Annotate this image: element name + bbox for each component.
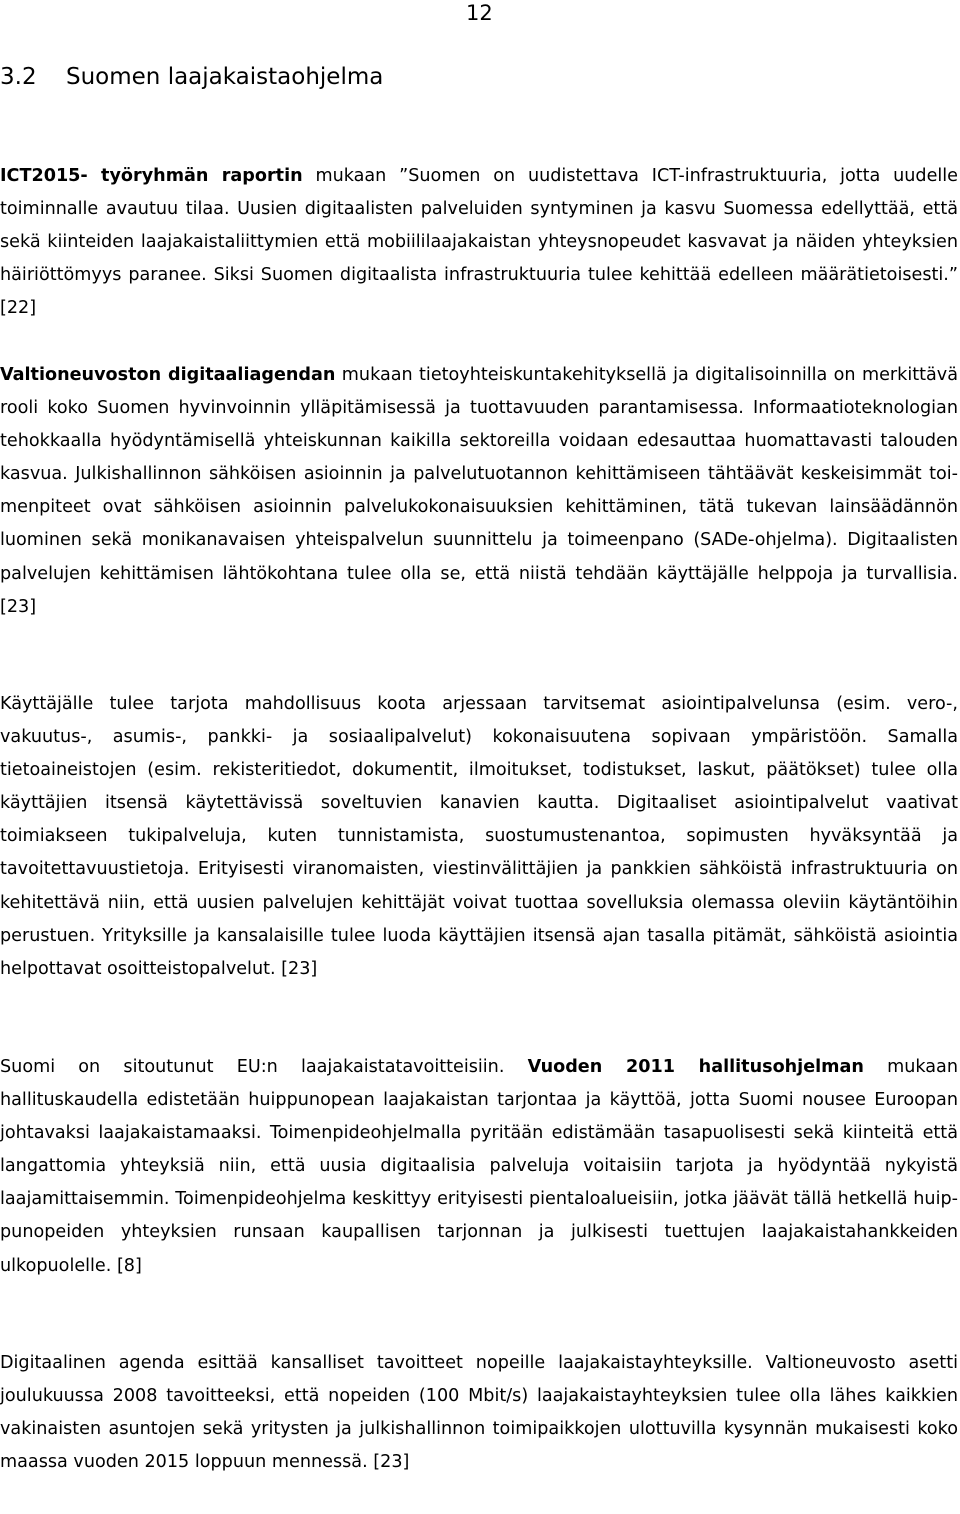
page-number: 12 bbox=[466, 1, 493, 25]
paragraph-text-before: Suomi on sitoutunut EU:n laajakaistatavoitteisiin. bbox=[0, 1057, 528, 1077]
paragraph-ict2015 bbox=[0, 160, 958, 325]
section-number: 3.2 bbox=[0, 64, 37, 90]
paragraph-government-program bbox=[0, 1051, 958, 1283]
paragraph-text: mukaan ”Suomen on uudistettava ICT-infrastruktuuria, jotta uudelle toiminnalle avautuu tilaa. Uusien digitaalisten palveluiden syntyminen ja kasvu Suomessa edellyttää, että sekä kiinteiden laajakaistaliittymien että mobiililaajakaistan yhteysnopeudet kasvavat ja näiden yhteyksien häiriöttömyys paranee. Siksi Suomen digitaalista infrastruktuuria tulee kehittää edelleen määrätietoisesti.” [22] bbox=[0, 166, 959, 319]
paragraph-digital-agenda bbox=[0, 359, 958, 624]
section-title: Suomen laajakaistaohjelma bbox=[66, 64, 384, 90]
paragraph-user-services bbox=[0, 688, 958, 986]
bold-term-digital-agenda: Valtioneuvoston digitaaliagendan bbox=[0, 365, 336, 385]
bold-term-government-program: Vuoden 2011 hallitusohjelman bbox=[527, 1057, 864, 1077]
paragraph-text: Käyttäjälle tulee tarjota mahdollisuus koota arjessaan tarvitsemat asiointipalvelunsa (esim. vero-, vakuutus-, asumis-, pankki- ja sosiaalipalvelut) kokonaisuutena sopivaan ympäristöön. Samalla tietoaineistojen (esim. rekisteritiedot, dokumentit, ilmoitukset, todistukset, laskut, päätökset) tulee olla käyttäjien itsensä käytettävissä soveltuvien kanavien kautta. Digitaaliset asiointipalvelut vaativat toimiakseen tukipalveluja, kuten tunnistamista, suostumustenantoa, sopimusten hyväksyntää ja tavoitettavuustietoja. Erityisesti viranomaisten, viestinvälittäjien ja pankkien sähköistä infrastruktuuria on kehitettävä niin, että uusien palvelujen kehittäjät voivat tuottaa sovelluksia olemassa oleviin käytäntöihin perustuen. Yrityksille ja kansalaisille tulee luoda käyttäjien itsensä ajan tasalla pitämät, sähköistä asiointia helpottavat osoitteistopalvelut. [23] bbox=[0, 694, 958, 979]
paragraph-text: mukaan hallituskaudella edistetään huippunopean laajakaistan tarjontaa ja käyttöä, jotta Suomi nousee Euroopan johtavaksi laajakaistamaaksi. Toimenpideohjelmalla pyritään edistämään tasapuolisesti sekä kiinteitä että langattomia yhteyksiä niin, että uusia digitaalisia palveluja voitaisiin tarjota ja hyödyntää nykyistä laajamittaisemmin. Toimenpideohjelma keskittyy erityisesti pientaloalueisiin, jotka jäävät tällä hetkellä huippunopeiden yhteyksien runsaan kaupallisen tarjonnan ja julkisesti tuettujen laajakaistahankkeiden ulkopuolelle. [8] bbox=[0, 1057, 958, 1276]
paragraph-text: Digitaalinen agenda esittää kansalliset tavoitteet nopeille laajakaistayhteyksille. Valtioneuvosto asetti joulukuussa 2008 tavoitteeksi, että nopeiden (100 Mbit/s) laajakaistayhteyksien tulee olla lähes kaikkien vakinaisten asuntojen sekä yritysten ja julkishallinnon toimipaikkojen ulottuvilla kysynnän mukaisesti koko maassa vuoden 2015 loppuun mennessä. [23] bbox=[0, 1353, 958, 1473]
paragraph-text: mukaan tietoyhteiskuntakehityksellä ja digitalisoinnilla on merkittävä rooli koko Suomen hyvinvoinnin ylläpitämisessä ja tuottavuuden parantamisessa. Informaatioteknologian tehokkaalla hyödyntämisellä yhteiskunnan kaikilla sektoreilla voidaan edesauttaa huomattavasti talouden kasvua. Julkishallinnon sähköisen asioinnin ja palvelutuotannon kehittämiseen tähtäävät keskeisimmät toimenpiteet ovat sähköisen asioinnin palvelukokonaisuuksien kehittäminen, tätä tukevan lainsäädännön luominen sekä monikanavaisen yhteispalvelun suunnittelu ja toimeenpano (SADe-ohjelma). Digitaalisten palvelujen kehittämisen lähtökohtana tulee olla se, että niistä tehdään käyttäjälle helppoja ja turvallisia. [23] bbox=[0, 365, 958, 617]
section-heading bbox=[0, 62, 383, 92]
paragraph-broadband-goals bbox=[0, 1347, 958, 1479]
bold-term-ict2015: ICT2015- työryhmän raportin bbox=[0, 166, 303, 186]
